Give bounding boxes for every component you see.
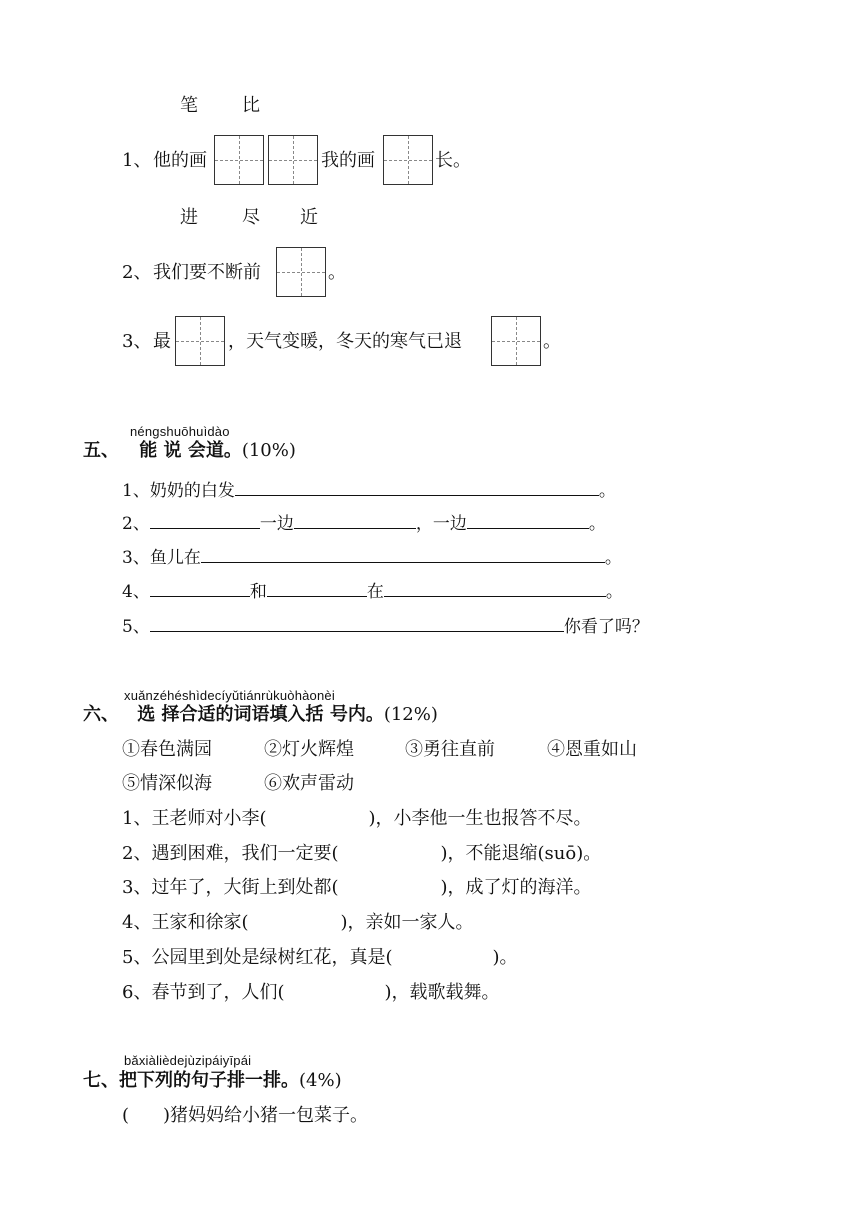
question-number: 3、 <box>122 331 152 352</box>
section-number: 七、 <box>83 1070 119 1091</box>
item-text: 。 <box>604 548 622 568</box>
item-text: 遇到困难，我们一定要( <box>151 843 339 864</box>
item-text: 王老师对小李( <box>151 808 267 829</box>
item-text: 。 <box>598 481 616 501</box>
tian-grid-box[interactable] <box>268 135 318 185</box>
fill-item <box>122 807 592 831</box>
fill-item <box>122 981 500 1005</box>
section-title: 选 择合适的词语填入括 号内。 <box>137 704 384 725</box>
item-text: 你看了吗？ <box>563 617 649 637</box>
tian-grid-box[interactable] <box>491 316 541 366</box>
answer-blank[interactable] <box>467 510 589 529</box>
word-choice: ⑥欢声雷动 <box>264 773 354 794</box>
item-text: ，一边 <box>415 514 467 534</box>
item-text: )。 <box>492 947 518 968</box>
fill-item <box>122 613 649 639</box>
tian-grid-box[interactable] <box>276 247 326 297</box>
item-text: 过年了，大街上到处都( <box>151 877 339 898</box>
answer-blank[interactable] <box>150 578 250 597</box>
item-number: 6、 <box>122 982 152 1003</box>
fill-item <box>122 946 518 970</box>
item-number: 2、 <box>122 843 152 864</box>
item-text: )，不能退缩(suō)。 <box>440 843 602 864</box>
tian-grid-box[interactable] <box>383 135 433 185</box>
section-pinyin: bǎxiàlièdejùzipáiyīpái <box>124 1053 252 1068</box>
item-text: )，小李他一生也报答不尽。 <box>368 808 592 829</box>
section-percent: (10%) <box>241 440 296 461</box>
question-number: 1、 <box>122 150 152 171</box>
item-number: 2、 <box>122 514 150 534</box>
fill-item <box>122 911 474 935</box>
item-text: 。 <box>605 582 623 602</box>
section-number: 五、 <box>83 440 119 461</box>
item-number: 1、 <box>122 481 150 501</box>
word-choice: ③勇往直前 <box>405 739 495 760</box>
item-text: 在 <box>366 582 384 602</box>
item-text: 。 <box>588 514 606 534</box>
question-text: 我们要不断前 <box>153 262 261 283</box>
fill-item <box>122 477 616 503</box>
answer-blank[interactable] <box>150 510 260 529</box>
question-text: 。 <box>328 262 346 283</box>
section-title: 能 说 会道。 <box>139 440 242 461</box>
answer-blank[interactable] <box>201 544 605 563</box>
option-char: 进 <box>180 207 198 228</box>
question-number: 2、 <box>122 262 152 283</box>
item-number: 4、 <box>122 912 152 933</box>
fill-item <box>122 544 622 570</box>
answer-blank[interactable] <box>150 613 564 632</box>
section-percent: (12%) <box>383 704 438 725</box>
item-text: 和 <box>249 582 267 602</box>
tian-grid-box[interactable] <box>214 135 264 185</box>
item-number: 3、 <box>122 877 152 898</box>
fill-item <box>122 842 601 866</box>
option-char: 尽 <box>242 207 260 228</box>
question-text: 长。 <box>435 150 471 171</box>
item-number: 5、 <box>122 617 150 637</box>
section-percent: (4%) <box>299 1070 342 1091</box>
answer-blank[interactable] <box>384 578 606 597</box>
item-text: 一边 <box>259 514 294 534</box>
item-number: 1、 <box>122 808 152 829</box>
section-pinyin: néngshuōhuìdào <box>130 424 230 439</box>
answer-blank[interactable] <box>235 477 599 496</box>
item-number: 4、 <box>122 582 150 602</box>
item-number: 3、 <box>122 548 150 568</box>
option-char: 笔 <box>180 95 198 116</box>
item-text: 鱼儿在 <box>149 548 201 568</box>
fill-item <box>122 578 623 604</box>
item-text: )，载歌载舞。 <box>384 982 500 1003</box>
item-text: )猪妈妈给小猪一包菜子。 <box>163 1105 369 1126</box>
item-text: 王家和徐家( <box>151 912 249 933</box>
item-text: 春节到了，人们( <box>151 982 285 1003</box>
fill-item <box>122 876 592 900</box>
item-text: )，亲如一家人。 <box>340 912 474 933</box>
option-char: 近 <box>300 207 318 228</box>
answer-blank[interactable] <box>294 510 416 529</box>
word-choice: ①春色满园 <box>122 739 212 760</box>
section-pinyin: xuǎnzéhéshìdecíyǔtiánrùkuòhàonèi <box>124 688 335 703</box>
section-heading <box>83 1069 342 1093</box>
order-item <box>122 1104 368 1128</box>
word-choice: ②灯火辉煌 <box>264 739 354 760</box>
word-choice: ④恩重如山 <box>547 739 637 760</box>
tian-grid-box[interactable] <box>175 316 225 366</box>
section-heading <box>83 439 296 463</box>
item-text: )，成了灯的海洋。 <box>440 877 592 898</box>
item-text: 奶奶的白发 <box>149 481 235 501</box>
question-text: 我的画 <box>321 150 375 171</box>
question-text: 最 <box>153 331 171 352</box>
item-text: ( <box>122 1105 130 1126</box>
word-choice: ⑤情深似海 <box>122 773 212 794</box>
question-text: 。 <box>543 331 561 352</box>
item-number: 5、 <box>122 947 152 968</box>
item-text: 公园里到处是绿树红花，真是( <box>151 947 393 968</box>
option-char: 比 <box>242 95 260 116</box>
answer-blank[interactable] <box>267 578 367 597</box>
question-text: ，天气变暖，冬天的寒气已退 <box>228 331 462 352</box>
question-text: 他的画 <box>153 150 207 171</box>
fill-item <box>122 510 606 536</box>
section-title: 把下列的句子排一排。 <box>119 1070 299 1091</box>
section-number: 六、 <box>83 704 119 725</box>
section-heading <box>83 703 438 727</box>
